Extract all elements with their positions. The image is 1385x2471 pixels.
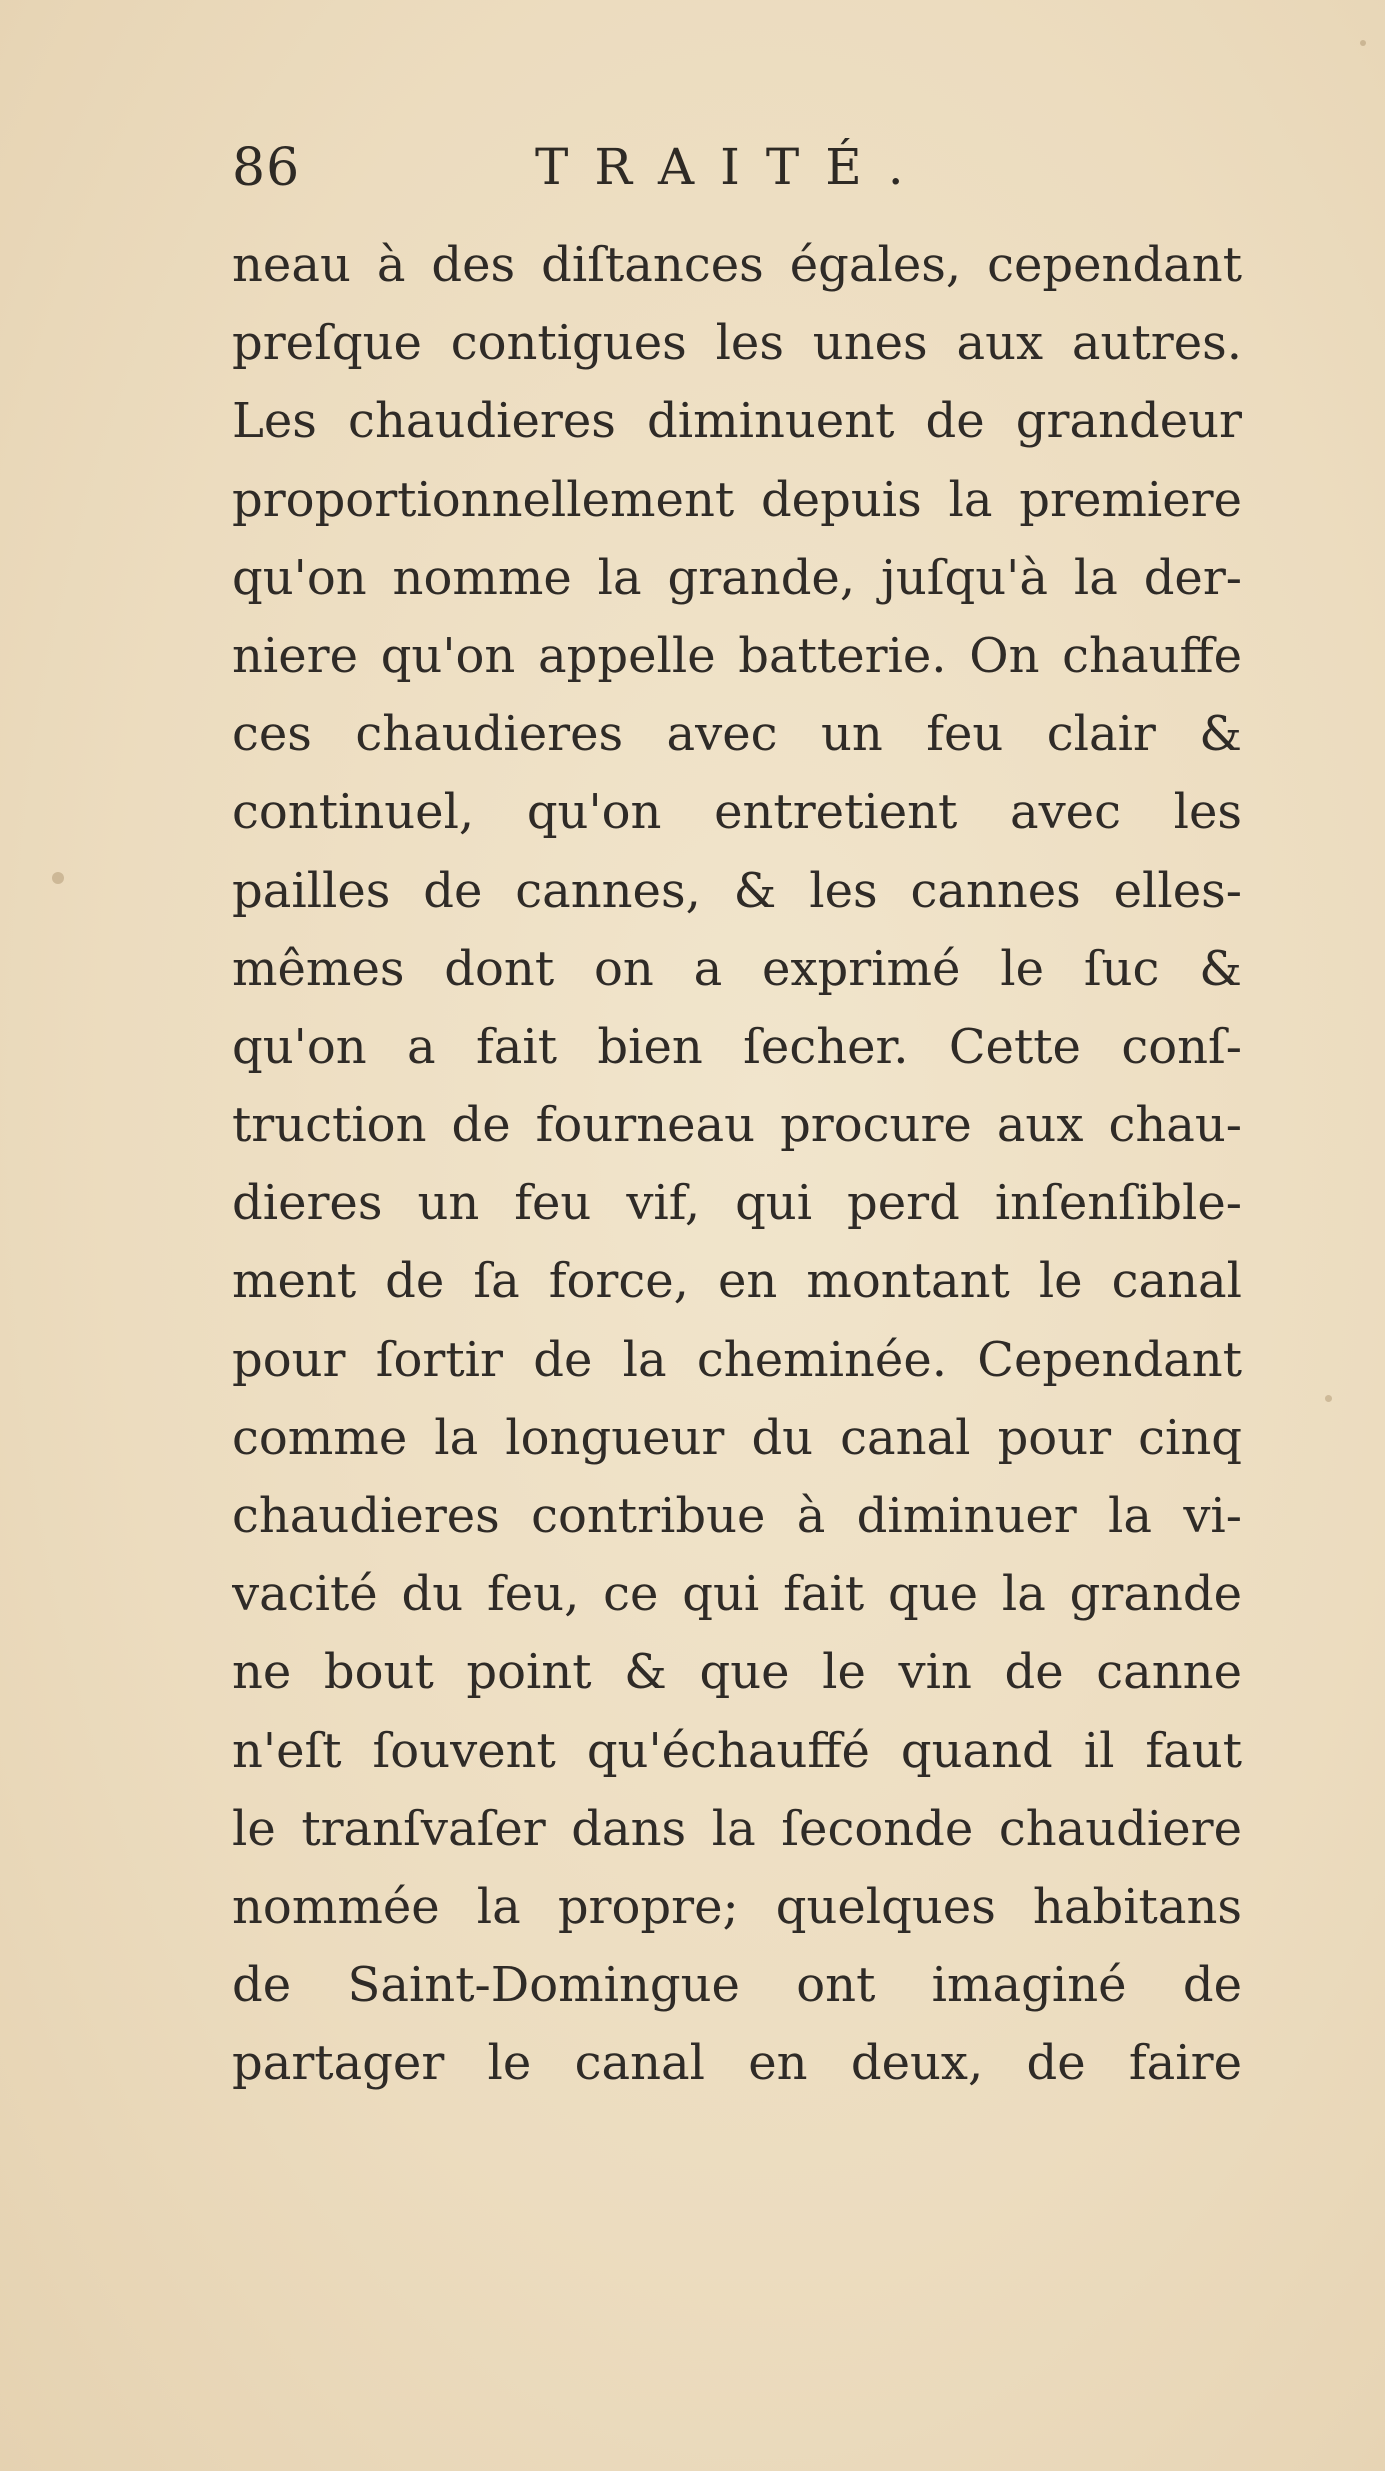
text-line: chaudieres contribue à diminuer la vi- [232, 1488, 1242, 1544]
text-line: qu'on nomme la grande, juſqu'à la der- [232, 549, 1242, 606]
text-line: proportionnellement depuis la premiere [232, 471, 1242, 528]
text-line: truction de fourneau procure aux chau- [232, 1097, 1242, 1154]
text-line: ment de ſa force, en montant le canal [232, 1253, 1242, 1310]
text-line: de Saint-Domingue ont imaginé de [232, 1957, 1242, 2014]
text-line: continuel, qu'on entretient avec les [232, 784, 1242, 841]
text-line: comme la longueur du canal pour cinq [232, 1409, 1242, 1466]
text-line: ne bout point & que le vin de canne [232, 1644, 1242, 1701]
text-line: niere qu'on appelle batterie. On chauffe [232, 627, 1242, 684]
text-line: mêmes dont on a exprimé le ſuc & [232, 940, 1242, 997]
paper-stain [1325, 1395, 1332, 1402]
text-line: pailles de cannes, & les cannes elles- [232, 862, 1242, 919]
running-title: TRAITÉ. [535, 138, 930, 196]
page-number: 86 [232, 138, 301, 198]
page-header [0, 128, 1385, 208]
text-line: n'eſt ſouvent qu'échauffé quand il faut [232, 1722, 1242, 1779]
text-line: preſque contigues les unes aux autres. [232, 315, 1242, 372]
text-line: neau à des diſtances égales, cependant [232, 237, 1242, 293]
text-line: partager le canal en deux, de faire [232, 2035, 1242, 2092]
text-line: ces chaudieres avec un feu clair & [232, 706, 1242, 763]
text-line: pour ſortir de la cheminée. Cependant [232, 1331, 1242, 1388]
text-line: qu'on a fait bien ſecher. Cette conſ- [232, 1018, 1242, 1075]
paper-stain [1360, 40, 1366, 46]
body-text [232, 226, 1242, 2103]
text-line: le tranſvaſer dans la ſeconde chaudiere [232, 1800, 1242, 1857]
text-line: dieres un feu vif, qui perd inſenſible- [232, 1175, 1242, 1232]
text-line: nommée la propre; quelques habitans [232, 1878, 1242, 1935]
text-line: vacité du feu, ce qui fait que la grande [232, 1566, 1242, 1623]
paper-stain [52, 872, 64, 884]
text-line: Les chaudieres diminuent de grandeur [232, 393, 1242, 450]
